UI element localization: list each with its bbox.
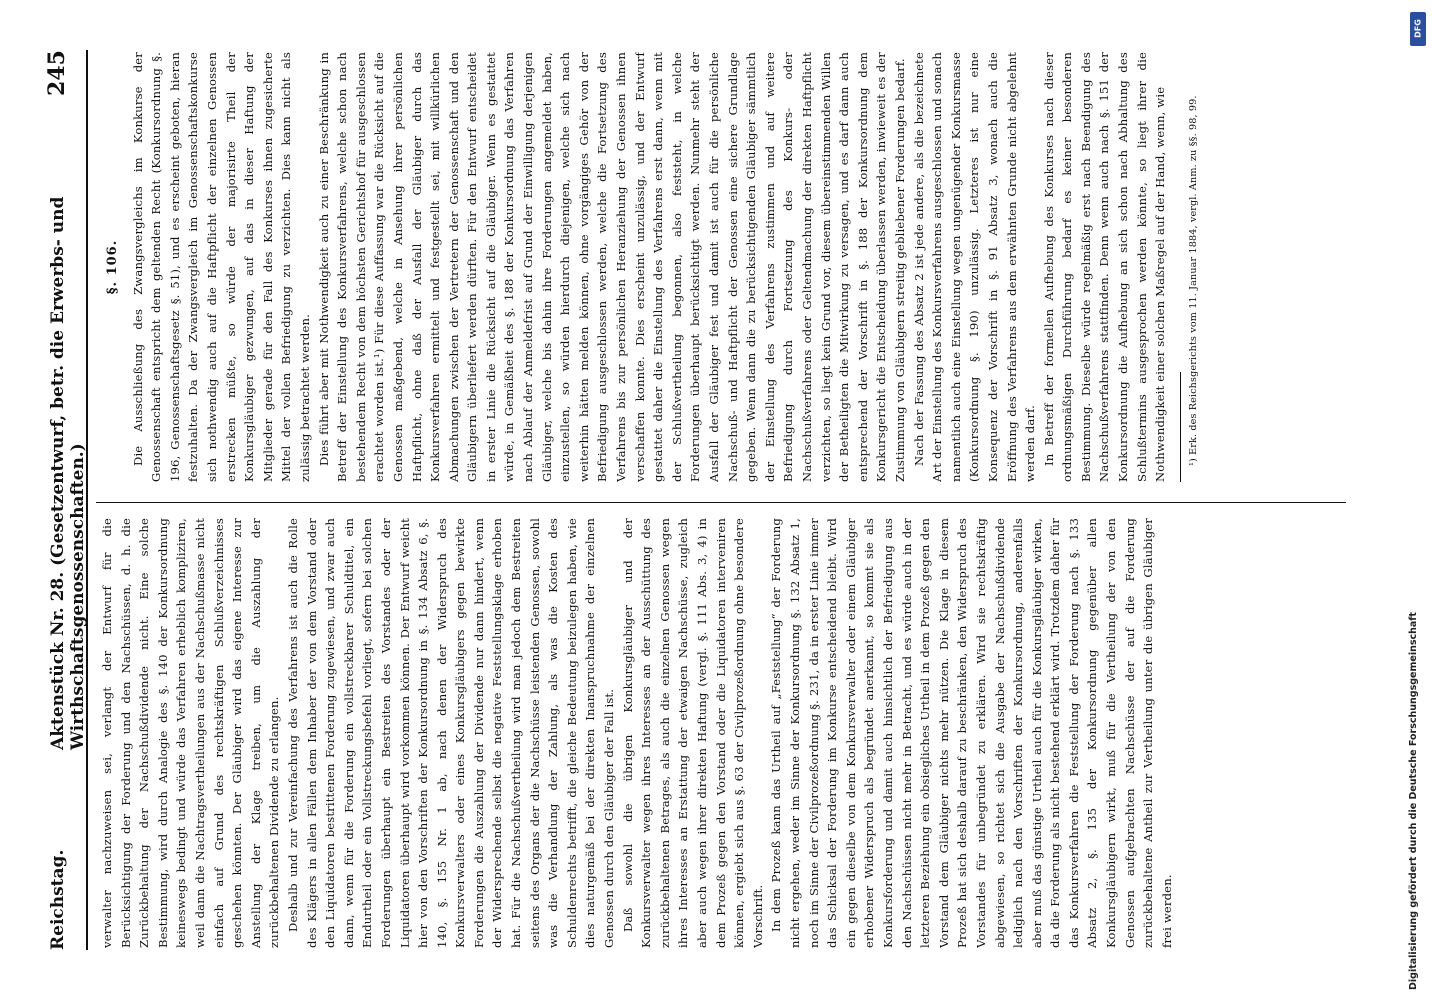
- running-head-title: Aktenstück Nr. 28. (Gesetzentwurf, betr. die Erwerbs- und Wirthschaftsgenossenschaften.): [48, 196, 88, 750]
- paragraph: verwalter nachzuweisen sei, verlangt der Entwurf für die Berücksichtigung der Forderung und den Nachschüssen, d. h. die Zurückbehaltung der Nachschußdividende nicht. Eine solche Bestimmung, wird durch Analogie des §. 140 der Konkursordnung keineswegs bedingt und würde das Verfahren erheblich kompliziren, weil dann die Nachtragsvertheilungen aus der Nachschußmasse nicht einfach auf Grund des rechtskräftigen Schlußverzeichnisses geschehen könnten. Der Gläubiger wird das eigene Interesse zur Anstellung der Klage treiben, um die Auszahlung der zurückbehaltenen Dividende zu erlangen.: [100, 518, 282, 948]
- paragraph: Deshalb und zur Vereinfachung des Verfahrens ist auch die Rolle des Klägers in allen Fällen dem Inhaber der von dem Vorstand oder den Liquidatoren bestrittenen Forderung zugewiesen, und zwar auch dann, wenn für die Forderung ein vollstreckbarer Schuldtitel, ein Endurtheil oder ein Vollstreckungsbefehl vorliegt, sofern bei solchen Forderungen überhaupt ein Bestreiten des Vorstandes oder der Liquidatoren überhaupt wird vorkommen können. Der Entwurf weicht hier von den Vorschriften der Konkursordnung in §. 134 Absatz 6, §. 140, §. 155 Nr. 1 ab, nach denen der Widerspruch des Konkursverwalters oder eines Konkursgläubigers gegen bewirkte Forderungen die Auszahlung der Dividende nur dann hindert, wenn der Widersprechende selbst die negative Feststellungsklage erhoben hat. Für die Nachschußvertheilung wird man jedoch dem Bestreiten seitens des Organs der die Nachschüsse leistenden Genossen, sowohl was die Verhandlung der Zahlung, als was die Kosten des Schuldenrechts betrifft, die gleiche Bedeutung beizulegen haben, wie dies naturgemäß bei der direkten Inanspruchnahme der einzelnen Genossen durch den Gläubiger der Fall ist.: [285, 518, 617, 948]
- paragraph: In dem Prozeß kann das Urtheil auf „Feststellung“ der Forderung nicht ergehen, weder im Sinne der Konkursordnung §. 132 Absatz 1, noch im Sinne der Civilprozeßordnung §. 231, da in erster Linie immer das Schicksal der Forderung im Konkurse entscheidend bleibt. Wird ein gegen dieselbe von dem Konkursverwalter oder einem Gläubiger erhobener Widerspruch als begründet anerkannt, so kommt sie als Konkursforderung und damit auch hinsichtlich der Befriedigung aus den Nachschüssen nicht mehr in Betracht, und es würde auch in der letzteren Beziehung ein obsiegliches Urtheil in dem Prozeß gegen den Vorstand dem Gläubiger nichts mehr nützen. Die Klage in diesem Prozeß hat sich deshalb darauf zu beschränken, den Widerspruch des Vorstandes für unbegründet zu erklären. Wird sie rechtskräftig abgewiesen, so richtet sich die Ausgabe der Nachschußdividende lediglich nach den Vorschriften der Konkursordnung, anderenfalls aber muß das günstige Urtheil auch für die Konkursgläubiger wirken, da die Forderung als nicht bestehend erklärt wird. Trotzdem daher für das Konkursverfahren die Feststellung der Forderung nach §. 133 Absatz 2, §. 135 der Konkursordnung gegenüber allen Konkursgläubigern wirkt, muß für die Vertheilung der von den Genossen aufgebrachten Nachschüsse der auf die Forderung zurückbehaltene Antheil zur Vertheilung unter die übrigen Gläubiger frei werden.: [769, 518, 1174, 948]
- section-heading: §. 106.: [105, 239, 120, 295]
- paragraph: Nach der Fassung des Absatz 2 ist jede andere, als die bezeichnete Art der Einstellung des Konkursverfahrens ausgeschlossen und sonach namentlich auch eine Einstellung wegen ungenügender Konkursmasse (Konkursordnung §. 190) unzulässig. Letzteres ist nur eine Konsequenz der Vorschrift in §. 91 Absatz 3, wonach auch die Eröffnung des Verfahrens aus dem erwähnten Grunde nicht abgelehnt werden darf.: [911, 52, 1038, 482]
- footnote-rule: [1180, 372, 1181, 482]
- dfg-logo-text: DFG: [1413, 19, 1423, 38]
- digitization-credit: Digitalisierung gefördert durch die Deutsche Forschungsgemeinschaft: [1408, 612, 1419, 990]
- page-number: 245: [44, 50, 70, 96]
- paragraph: Dies führt aber mit Nothwendigkeit auch zu einer Beschränkung in Betreff der Einstellung des Konkursverfahrens, welche schon nach bestehendem Recht von dem höchsten Gerichtshof für ausgeschlossen erachtet worden ist.¹) Für diese Auffassung war die Rücksicht auf die Genossen maßgebend, welche in Ansehung ihrer persönlichen Haftpflicht, ohne daß der Ausfall der Gläubiger durch das Konkursverfahren ermittelt und festgestellt sei, mit willkürlichen Abmachungen zwischen der Vertretern der Genossenschaft und den Gläubigern überliefert werden dürften. Für den Entwurf entscheidet in erster Linie die Rücksicht auf die Gläubiger. Wenn es gestattet würde, in Gemäßheit des §. 188 der Konkursordnung das Verfahren nach Ablauf der Anmeldefrist auf Grund der Einwilligung derjenigen Gläubiger, welche bis dahin ihre Forderungen angemeldet haben, einzustellen, so würden hierdurch diejenigen, welche sich nach weiterhin hätten melden können, ohne vorgängiges Gehör von der Befriedigung ausgeschlossen werden, welche die Fortsetzung des Verfahrens bis zur persönlichen Heranziehung der Genossen ihnen verschaffen konnte. Dies erscheint unzulässig, und der Entwurf gestattet daher die Einstellung des Verfahrens erst dann, wenn mit der Schlußvertheilung begonnen, also feststeht, in welche Forderungen überhaupt berücksichtigt werden. Nunmehr steht der Ausfall der Gläubiger fest und damit ist auch für die persönliche Nachschuß- und Haftpflicht der Genossen eine sichere Grundlage gegeben. Wenn dann die zu berücksichtigenden Gläubiger sämmtlich der Einstellung des Verfahrens zustimmen und auf weitere Befriedigung durch Fortsetzung des Konkurs- oder Nachschußverfahrens oder Geltendmachung der direkten Haftpflicht verzichten, so liegt kein Grund vor, diesem übereinstimmenden Willen der Betheiligten die Mitwirkung zu versagen, und es darf dann auch entsprechend der Vorschrift in §. 188 der Konkursordnung dem Konkursgericht die Entscheidung überlassen werden, inwieweit es der Zustimmung von Gläubigern streitig gebliebener Forderungen bedarf.: [316, 52, 907, 482]
- paragraph: In Betreff der formellen Aufhebung des Konkurses nach dieser ordnungsmäßigen Durchführung bedarf es keiner besonderen Bestimmung. Dieselbe würde regelmäßig erst nach Beendigung des Nachschußverfahrens stattfinden. Denn wenn auch nach §. 151 der Konkursordnung die Aufhebung an sich schon nach Abhaltung des Schlußtermins ausgesprochen werden könnte, so liegt ihrer die Nothwendigkeit einer solchen Maßregel auf der Hand, wenn, wie: [1041, 52, 1168, 482]
- paragraph: Daß sowohl die übrigen Konkursgläubiger und der Konkursverwalter wegen ihres Interesses an der Ausschüttung des zurückbehaltenen Betrages, als auch die einzelnen Genossen wegen ihres Interesses an Erstattung der etwaigen Nachschüsse, zugleich aber auch wegen ihrer direkten Haftung (vergl. §. 111 Abs. 3, 4) in dem Prozeß gegen den Vorstand oder die Liquidatoren interveniren können, ergiebt sich aus §. 63 der Civilprozeßordnung ohne besondere Vorschrift.: [620, 518, 765, 948]
- dfg-logo: [1410, 12, 1426, 46]
- footnote: ¹) Erk. des Reichsgerichts vom 11. Januar 1884, vergl. Anm. zu §§. 98, 99.: [1187, 95, 1199, 466]
- running-head-left: Reichstag.: [48, 849, 68, 950]
- right-column: [98, 52, 1338, 482]
- running-head: [44, 50, 88, 950]
- column-divider: [96, 502, 1346, 503]
- paragraph: Die Ausschließung des Zwangsvergleichs im Konkurse der Genossenschaft entspricht dem geltenden Recht (Konkursordnung §. 196, Genossenschaftsgesetz §. 51), und es erscheint geboten, hieran festzuhalten. Da der Zwangsvergleich im Genossenschaftskonkurse sich nothwendig auch auf die Haftpflicht der einzelnen Genossen erstrecken müßte, so würde der majorisirte Theil der Konkursgläubiger gezwungen, auf das in dieser Haftung der Mitglieder gerade für den Fall des Konkurses ihnen zugesicherte Mittel der vollen Befriedigung zu verzichten. Dies kann nicht als zulässig betrachtet werden.: [130, 52, 312, 482]
- header-rule: [86, 50, 88, 950]
- left-column: [98, 518, 1338, 948]
